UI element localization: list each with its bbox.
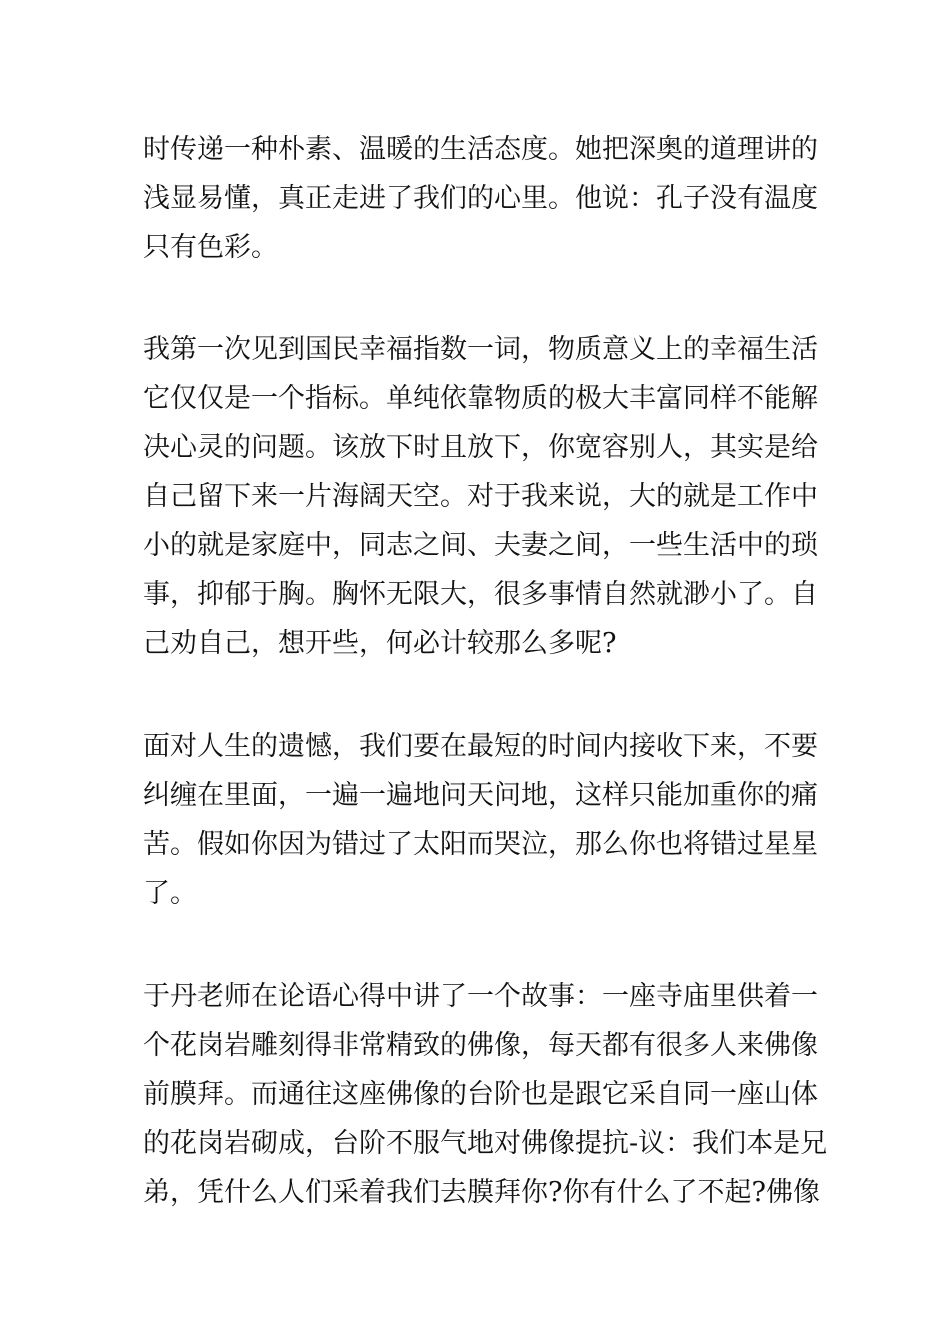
- paragraph-3-line-3: 苦。假如你因为错过了太阳而哭泣，那么你也将错过星星: [143, 829, 818, 860]
- paragraph-2-line-1: 我第一次见到国民幸福指数一词，物质意义上的幸福生活: [143, 334, 818, 365]
- paragraph-4-line-2: 个花岗岩雕刻得非常精致的佛像，每天都有很多人来佛像: [143, 1030, 818, 1061]
- paragraph-3-line-4: 了。: [143, 878, 197, 909]
- paragraph-2-line-4: 自己留下来一片海阔天空。对于我来说，大的就是工作中: [143, 481, 818, 512]
- paragraph-2-line-2: 它仅仅是一个指标。单纯依靠物质的极大丰富同样不能解: [143, 383, 818, 414]
- paragraph-1-line-2: 浅显易懂，真正走进了我们的心里。他说：孔子没有温度: [143, 183, 818, 214]
- paragraph-4-line-3: 前膜拜。而通往这座佛像的台阶也是跟它采自同一座山体: [143, 1079, 818, 1110]
- paragraph-3-line-1: 面对人生的遗憾，我们要在最短的时间内接收下来，不要: [143, 731, 818, 762]
- paragraph-4-line-5: 弟，凭什么人们采着我们去膜拜你?你有什么了不起?佛像: [143, 1177, 820, 1208]
- paragraph-3-line-2: 纠缠在里面，一遍一遍地问天问地，这样只能加重你的痛: [143, 780, 818, 811]
- paragraph-1-line-3: 只有色彩。: [143, 232, 278, 263]
- paragraph-4-line-4: 的花岗岩砌成，台阶不服气地对佛像提抗-议：我们本是兄: [143, 1128, 828, 1159]
- paragraph-2-line-3: 决心灵的问题。该放下时且放下，你宽容别人，其实是给: [143, 432, 818, 463]
- paragraph-2-line-7: 己劝自己，想开些，何必计较那么多呢?: [143, 628, 617, 659]
- paragraph-2-line-5: 小的就是家庭中，同志之间、夫妻之间，一些生活中的琐: [143, 530, 818, 561]
- paragraph-2-line-6: 事，抑郁于胸。胸怀无限大，很多事情自然就渺小了。自: [143, 579, 818, 610]
- paragraph-4-line-1: 于丹老师在论语心得中讲了一个故事：一座寺庙里供着一: [143, 981, 818, 1012]
- paragraph-1-line-1: 时传递一种朴素、温暖的生活态度。她把深奥的道理讲的: [143, 134, 818, 165]
